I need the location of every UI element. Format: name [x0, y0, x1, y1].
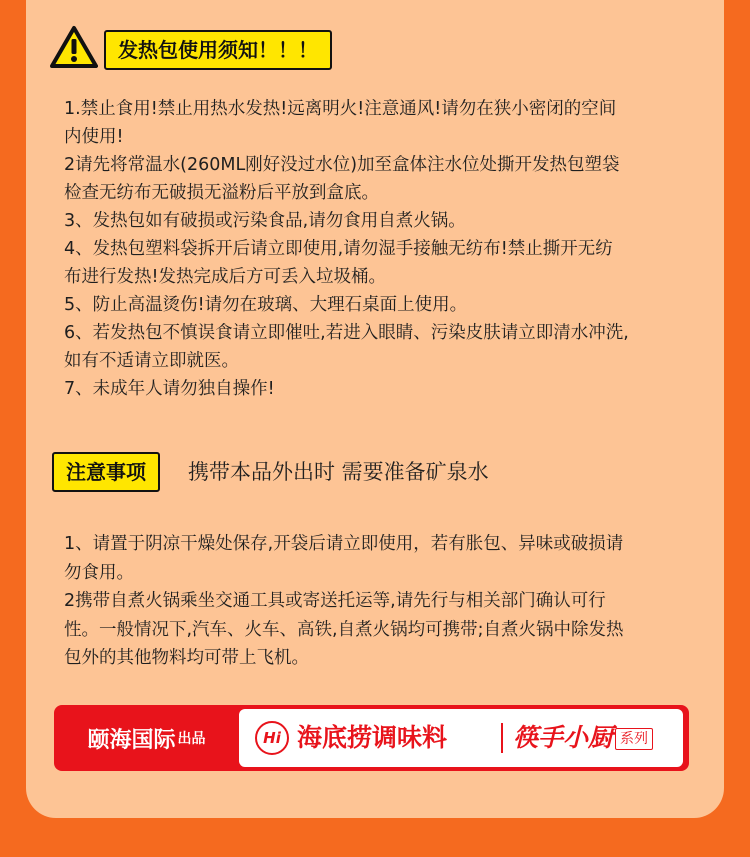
warning-title: 发热包使用须知！！！ [104, 30, 332, 70]
tip-line: 包外的其他物料均可带上飞机。 [64, 648, 309, 668]
notice-tips [64, 530, 704, 673]
brand-bar [54, 705, 689, 771]
brand-name: 海底捞调味料 [297, 723, 448, 752]
rule-line: 5、防止高温烫伤!请勿在玻璃、大理石桌面上使用。 [64, 295, 468, 315]
tip-line: 勿食用。 [64, 562, 134, 583]
sub-brand-name: 筷手小厨 [513, 723, 614, 752]
notice-subtitle: 携带本品外出时 需要准备矿泉水 [188, 460, 489, 484]
tip-line: 性。一般情况下,汽车、火车、高铁,自煮火锅均可携带;自煮火锅中除发热 [64, 619, 624, 640]
haidilao-logo-icon: Hi [255, 721, 289, 755]
warning-rules [64, 95, 704, 403]
rule-line: 如有不适请立即就医。 [64, 351, 239, 371]
brand-divider [501, 723, 503, 753]
rule-line: 1.禁止食用!禁止用热水发热!远离明火!注意通风!请勿在狭小密闭的空间 [64, 99, 617, 119]
notice-badge: 注意事项 [52, 452, 160, 492]
rule-line: 布进行发热!发热完成后方可丢入垃圾桶。 [64, 267, 387, 287]
rule-line: 内使用! [64, 127, 124, 147]
rule-line: 2请先将常温水(260ML刚好没过水位)加至盒体注水位处撕开发热包塑袋 [64, 155, 620, 175]
rule-line: 7、未成年人请勿独自操作! [64, 379, 275, 399]
producer-label [54, 705, 239, 771]
rule-line: 6、若发热包不慎误食请立即催吐,若进入眼睛、污染皮肤请立即清水冲洗, [64, 323, 629, 343]
tip-line: 1、请置于阴凉干燥处保存,开袋后请立即使用，若有胀包、异味或破损请 [64, 534, 624, 554]
rule-line: 4、发热包塑料袋拆开后请立即使用,请勿湿手接触无纺布!禁止撕开无纺 [64, 239, 613, 259]
warning-triangle-icon [50, 25, 98, 69]
producer-suffix: 出品 [177, 731, 206, 747]
rule-line: 3、发热包如有破损或污染食品,请勿食用自煮火锅。 [64, 211, 466, 231]
brand-logo-area [239, 709, 683, 767]
producer-name: 颐海国际 [87, 727, 176, 753]
tip-line: 2携带自煮火锅乘坐交通工具或寄送托运等,请先行与相关部门确认可行 [64, 591, 606, 611]
rule-line: 检查无纺布无破损无溢粉后平放到盒底。 [64, 183, 379, 203]
series-tag: 系列 [615, 728, 653, 750]
